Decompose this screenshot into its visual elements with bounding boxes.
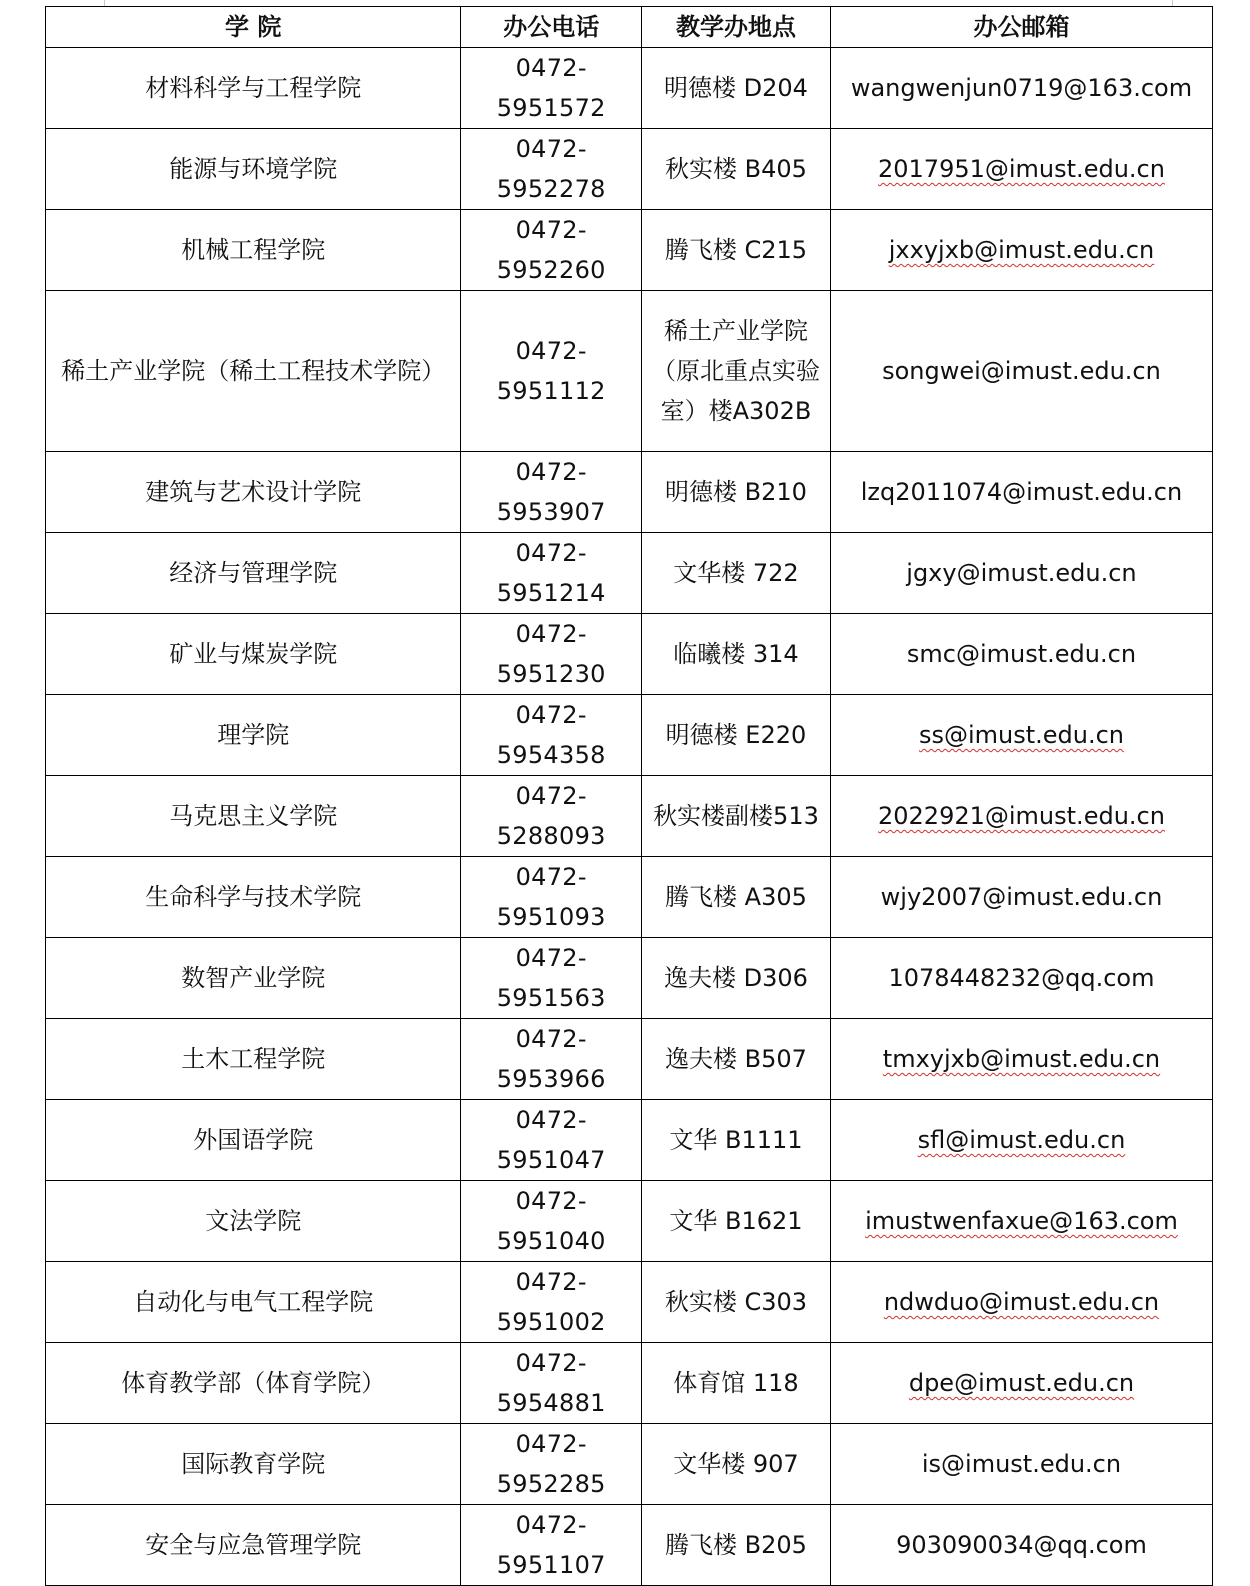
table-row	[46, 1262, 1213, 1343]
table-row	[46, 614, 1213, 695]
college-name: 数智产业学院	[46, 938, 461, 1019]
table-row	[46, 533, 1213, 614]
table-row	[46, 291, 1213, 452]
office-email: 903090034@qq.com	[830, 1505, 1212, 1586]
header-location: 教学办地点	[642, 7, 831, 48]
office-phone: 0472-5951093	[461, 857, 642, 938]
office-phone: 0472-5951214	[461, 533, 642, 614]
table-row	[46, 452, 1213, 533]
office-location: 稀土产业学院（原北重点实验室）楼A302B	[642, 291, 831, 452]
table-row	[46, 938, 1213, 1019]
college-name: 生命科学与技术学院	[46, 857, 461, 938]
office-phone: 0472-5954881	[461, 1343, 642, 1424]
office-location: 文华楼 722	[642, 533, 831, 614]
office-email: ndwduo@imust.edu.cn	[830, 1262, 1212, 1343]
office-email: dpe@imust.edu.cn	[830, 1343, 1212, 1424]
office-location: 腾飞楼 B205	[642, 1505, 831, 1586]
table-row	[46, 695, 1213, 776]
table-header-row	[46, 7, 1213, 48]
office-email: wangwenjun0719@163.com	[830, 48, 1212, 129]
office-email: smc@imust.edu.cn	[830, 614, 1212, 695]
college-name: 马克思主义学院	[46, 776, 461, 857]
office-email: ss@imust.edu.cn	[830, 695, 1212, 776]
office-phone: 0472-5951047	[461, 1100, 642, 1181]
office-email: tmxyjxb@imust.edu.cn	[830, 1019, 1212, 1100]
office-location: 文华 B1621	[642, 1181, 831, 1262]
office-email: is@imust.edu.cn	[830, 1424, 1212, 1505]
college-name: 能源与环境学院	[46, 129, 461, 210]
table-row	[46, 1424, 1213, 1505]
office-location: 明德楼 D204	[642, 48, 831, 129]
table-row	[46, 48, 1213, 129]
college-name: 体育教学部（体育学院）	[46, 1343, 461, 1424]
office-phone: 0472-5952278	[461, 129, 642, 210]
office-phone: 0472-5952285	[461, 1424, 642, 1505]
table-row	[46, 129, 1213, 210]
office-location: 腾飞楼 C215	[642, 210, 831, 291]
college-name: 经济与管理学院	[46, 533, 461, 614]
office-phone: 0472-5953907	[461, 452, 642, 533]
office-location: 明德楼 B210	[642, 452, 831, 533]
college-contact-table	[45, 6, 1213, 1586]
header-college: 学 院	[46, 7, 461, 48]
office-email: 2022921@imust.edu.cn	[830, 776, 1212, 857]
office-location: 逸夫楼 D306	[642, 938, 831, 1019]
office-email: lzq2011074@imust.edu.cn	[830, 452, 1212, 533]
table-row	[46, 1505, 1213, 1586]
college-name: 矿业与煤炭学院	[46, 614, 461, 695]
table-row	[46, 857, 1213, 938]
college-name: 国际教育学院	[46, 1424, 461, 1505]
office-email: songwei@imust.edu.cn	[830, 291, 1212, 452]
office-location: 文华楼 907	[642, 1424, 831, 1505]
office-phone: 0472-5951563	[461, 938, 642, 1019]
office-location: 秋实楼 C303	[642, 1262, 831, 1343]
college-name: 外国语学院	[46, 1100, 461, 1181]
office-phone: 0472-5951572	[461, 48, 642, 129]
office-phone: 0472-5951040	[461, 1181, 642, 1262]
office-email: jxxyjxb@imust.edu.cn	[830, 210, 1212, 291]
office-location: 逸夫楼 B507	[642, 1019, 831, 1100]
college-name: 机械工程学院	[46, 210, 461, 291]
office-email: imustwenfaxue@163.com	[830, 1181, 1212, 1262]
header-phone: 办公电话	[461, 7, 642, 48]
office-location: 腾飞楼 A305	[642, 857, 831, 938]
office-location: 明德楼 E220	[642, 695, 831, 776]
college-name: 自动化与电气工程学院	[46, 1262, 461, 1343]
office-email: sfl@imust.edu.cn	[830, 1100, 1212, 1181]
office-location: 秋实楼副楼513	[642, 776, 831, 857]
office-email: wjy2007@imust.edu.cn	[830, 857, 1212, 938]
table-row	[46, 1100, 1213, 1181]
office-phone: 0472-5951230	[461, 614, 642, 695]
office-location: 秋实楼 B405	[642, 129, 831, 210]
college-name: 建筑与艺术设计学院	[46, 452, 461, 533]
college-name: 稀土产业学院（稀土工程技术学院）	[46, 291, 461, 452]
table-row	[46, 1019, 1213, 1100]
office-location: 体育馆 118	[642, 1343, 831, 1424]
table-row	[46, 1181, 1213, 1262]
table-row	[46, 210, 1213, 291]
office-phone: 0472-5288093	[461, 776, 642, 857]
table-row	[46, 1343, 1213, 1424]
header-email: 办公邮箱	[830, 7, 1212, 48]
table-row	[46, 776, 1213, 857]
college-name: 土木工程学院	[46, 1019, 461, 1100]
office-location: 临曦楼 314	[642, 614, 831, 695]
college-name: 材料科学与工程学院	[46, 48, 461, 129]
office-phone: 0472-5954358	[461, 695, 642, 776]
office-email: 1078448232@qq.com	[830, 938, 1212, 1019]
office-phone: 0472-5953966	[461, 1019, 642, 1100]
college-name: 文法学院	[46, 1181, 461, 1262]
office-email: jgxy@imust.edu.cn	[830, 533, 1212, 614]
office-phone: 0472-5951002	[461, 1262, 642, 1343]
office-email: 2017951@imust.edu.cn	[830, 129, 1212, 210]
office-location: 文华 B1111	[642, 1100, 831, 1181]
office-phone: 0472-5951107	[461, 1505, 642, 1586]
college-name: 理学院	[46, 695, 461, 776]
office-phone: 0472-5952260	[461, 210, 642, 291]
office-phone: 0472-5951112	[461, 291, 642, 452]
college-name: 安全与应急管理学院	[46, 1505, 461, 1586]
